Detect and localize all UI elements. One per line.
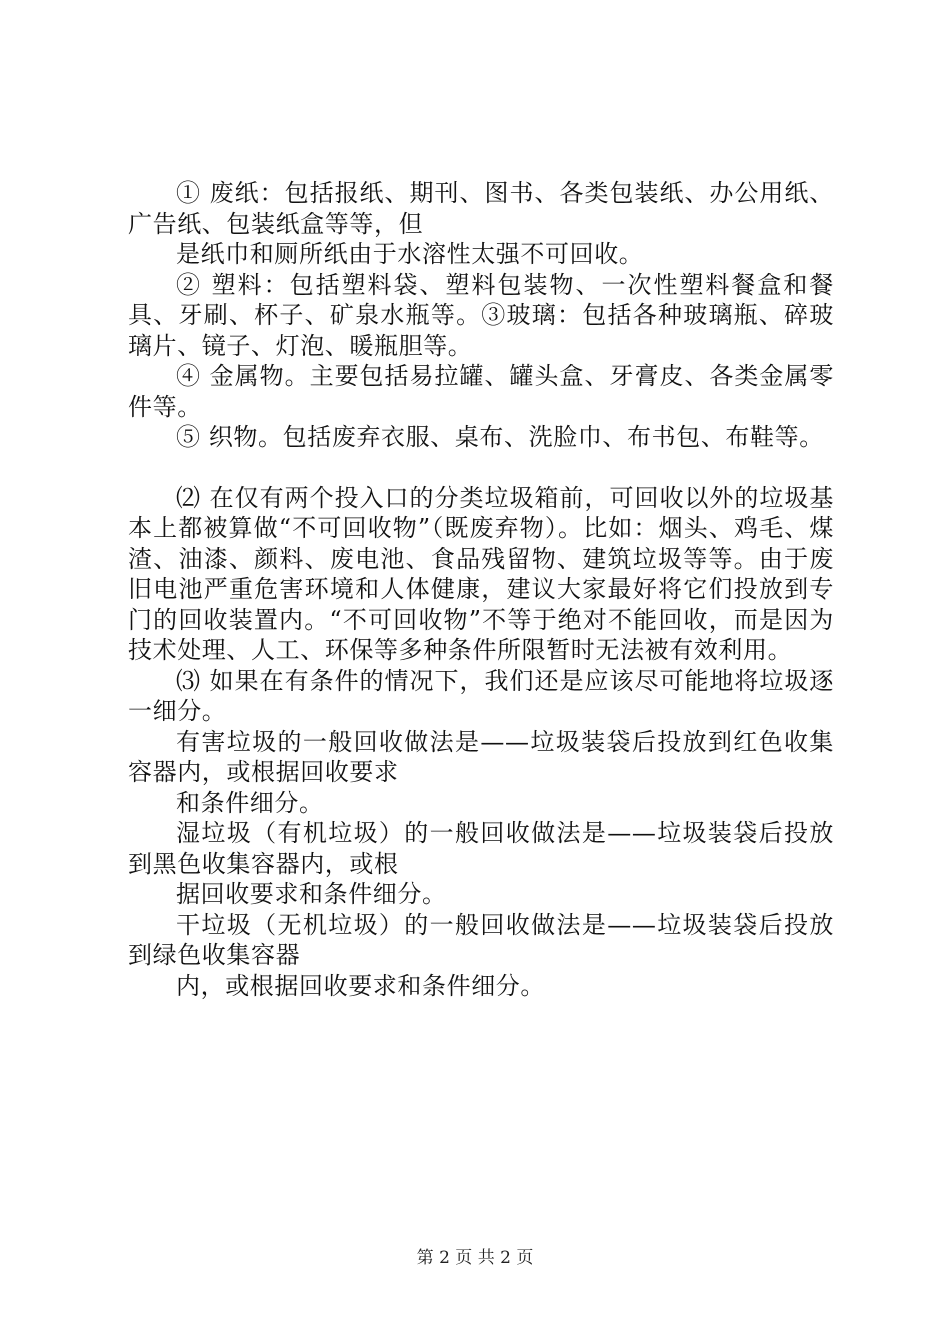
paragraph-wet-waste-cont: 据回收要求和条件细分。 [176, 880, 447, 908]
paragraph-plastic-glass: ② 塑料：包括塑料袋、塑料包装物、一次性塑料餐盒和餐具、牙刷、杯子、矿泉水瓶等。③玻璃：包括各种玻璃瓶、碎玻璃片、镜子、灯泡、暖瓶胆等。 [128, 270, 834, 360]
paragraph-two-bin: ⑵ 在仅有两个投入口的分类垃圾箱前，可回收以外的垃圾基本上都被算做“不可回收物”（既废弃物）。比如：烟头、鸡毛、煤渣、油漆、颜料、废电池、食品残留物、建筑垃圾等等。由于废旧电池严重危害环境和人体健康，建议大家最好将它们投放到专门的回收装置内。“不可回收物”不等于绝对不能回收，而是因为技术处理、人工、环保等多种条件所限暂时无法被有效利用。 [128, 483, 834, 664]
document-body [128, 178, 834, 1001]
paragraph-waste-paper-cont: 是纸巾和厕所纸由于水溶性太强不可回收。 [176, 240, 644, 268]
paragraph-textile: ⑤ 织物。包括废弃衣服、桌布、洗脸巾、布书包、布鞋等。 [176, 423, 824, 451]
paragraph-metal: ④ 金属物。主要包括易拉罐、罐头盒、牙膏皮、各类金属零件等。 [128, 362, 834, 421]
page-footer: 第 2 页 共 2 页 [416, 1248, 534, 1268]
paragraph-dry-waste-cont: 内，或根据回收要求和条件细分。 [176, 971, 545, 1000]
paragraph-hazardous: 有害垃圾的一般回收做法是——垃圾装袋后投放到红色收集容器内，或根据回收要求 [128, 727, 834, 786]
paragraph-waste-paper: ① 废纸：包括报纸、期刊、图书、各类包装纸、办公用纸、广告纸、包装纸盒等等，但 [128, 179, 834, 238]
paragraph-wet-waste: 湿垃圾（有机垃圾）的一般回收做法是——垃圾装袋后投放到黑色收集容器内，或根 [128, 819, 834, 878]
recyclables-section [128, 178, 834, 453]
paragraph-hazardous-cont: 和条件细分。 [176, 788, 324, 817]
paragraph-dry-waste: 干垃圾（无机垃圾）的一般回收做法是——垃圾装袋后投放到绿色收集容器 [128, 910, 834, 969]
paragraph-subdivide: ⑶ 如果在有条件的情况下，我们还是应该尽可能地将垃圾逐一细分。 [128, 666, 834, 725]
paragraph-gap [128, 453, 834, 483]
non-recyclables-section [128, 483, 834, 1002]
